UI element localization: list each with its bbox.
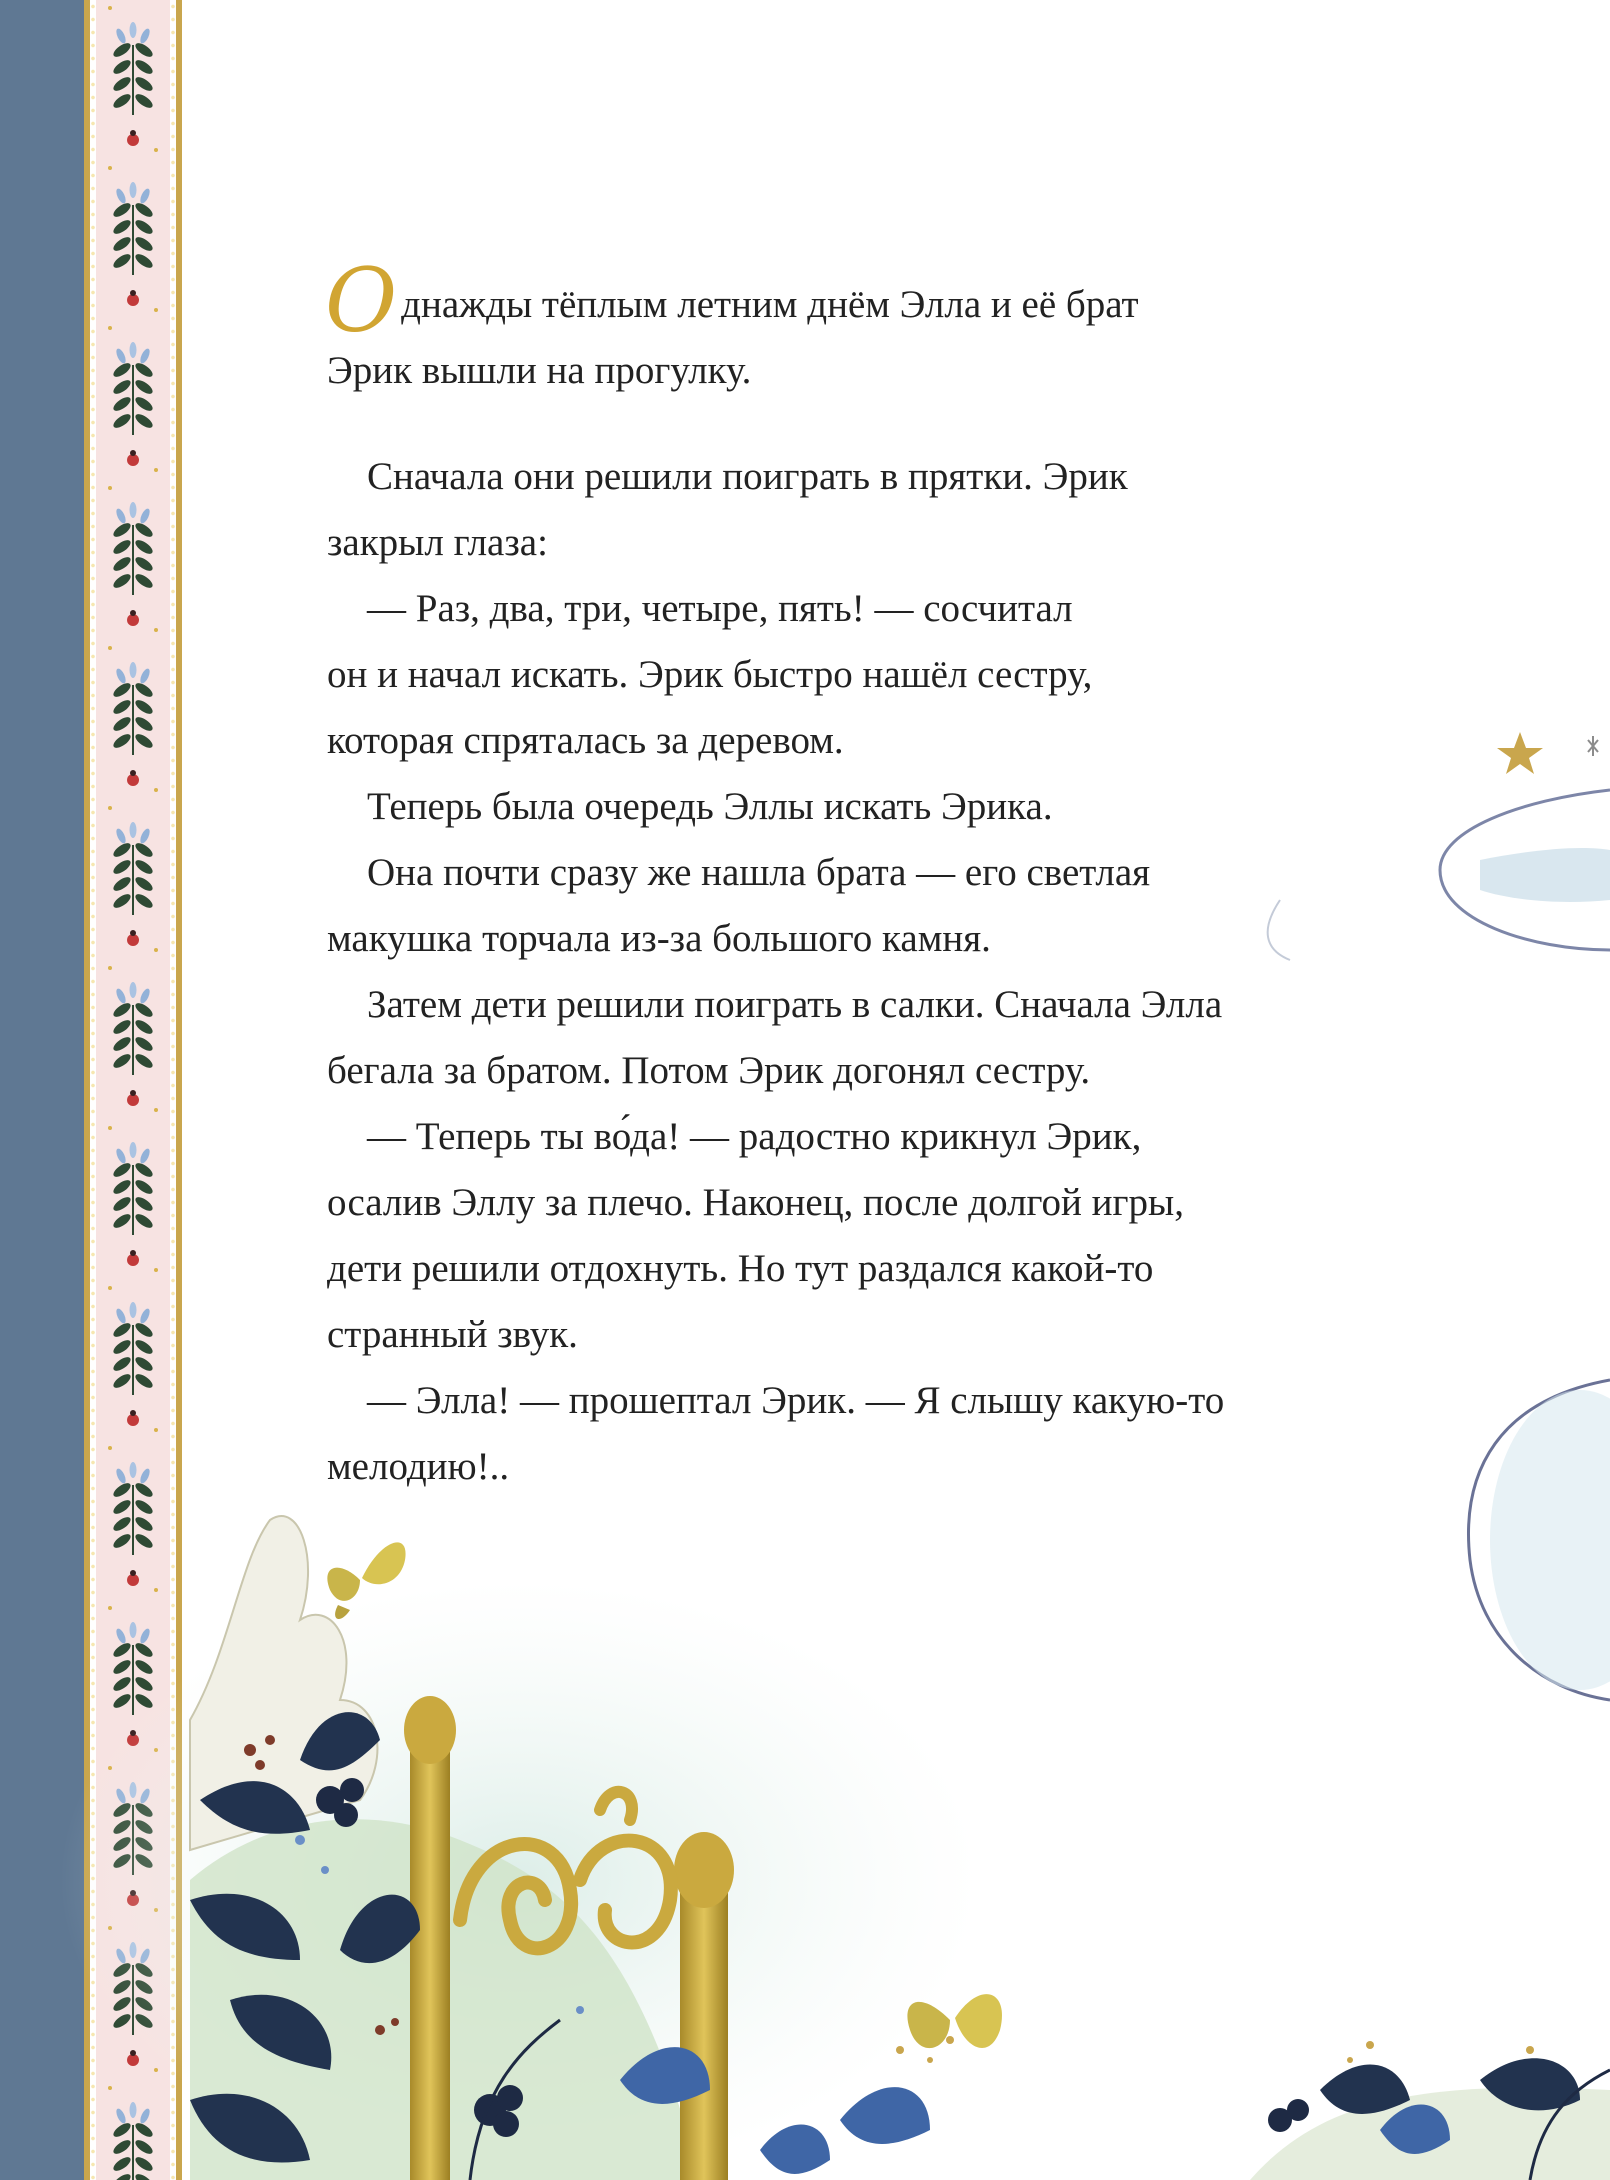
paragraph-2-line-1: Сначала они решили поиграть в прятки. Эрик (367, 455, 1128, 498)
decor-dot (108, 1926, 112, 1930)
decor-dot (108, 1446, 112, 1450)
ladybug-icon (127, 1570, 139, 1586)
drop-cap: О (325, 249, 398, 352)
paragraph-3-line-2: он и начал искать. Эрик быстро нашёл сестру, (327, 653, 1093, 696)
paragraph-8-line-1: — Элла! — прошептал Эрик. — Я слышу какую-то (367, 1379, 1225, 1422)
flower-sprig-icon (111, 982, 155, 1075)
ladybug-icon (127, 450, 139, 466)
paragraph-5-line-1: Она почти сразу же нашла брата — его светлая (367, 851, 1151, 894)
flower-sprig-icon (111, 1622, 155, 1715)
flower-sprig-icon (111, 1302, 155, 1395)
paragraph-7-line-4: странный звук. (327, 1313, 578, 1356)
ladybug-icon (127, 290, 139, 306)
gold-border-line-right (176, 0, 182, 2180)
ladybug-icon (127, 1890, 139, 1906)
decor-dot (108, 1286, 112, 1290)
paragraph-4-line-1: Теперь была очередь Эллы искать Эрика. (367, 785, 1053, 828)
decor-dot (154, 468, 158, 472)
decor-dot (108, 1126, 112, 1130)
paragraph-7-line-1: — Теперь ты во́да! — радостно крикнул Эрик, (367, 1115, 1142, 1158)
flower-sprig-icon (111, 1942, 155, 2035)
butterfly-icon (327, 1542, 405, 1619)
decor-dot (154, 2068, 158, 2072)
decor-dot (154, 148, 158, 152)
decor-dot (154, 788, 158, 792)
ladybug-icon (127, 130, 139, 146)
floral-border-strip (96, 0, 170, 2180)
paragraph-8-line-2: мелодию!.. (327, 1445, 510, 1488)
paragraph-2-line-2: закрыл глаза: (327, 521, 548, 564)
flower-sprig-icon (111, 22, 155, 115)
flower-sprig-icon (111, 342, 155, 435)
ladybug-icon (127, 930, 139, 946)
flower-sprig-icon (111, 502, 155, 595)
paragraph-3-line-3: которая спряталась за деревом. (327, 719, 844, 762)
paragraph-7-line-2: осалив Эллу за плечо. Наконец, после долгой игры, (327, 1181, 1184, 1224)
ladybug-icon (127, 1410, 139, 1426)
decor-dot (108, 966, 112, 970)
decor-dot (108, 1766, 112, 1770)
decor-dot (108, 1606, 112, 1610)
ladybug-icon (127, 2050, 139, 2066)
decor-dot (108, 806, 112, 810)
paragraph-6-line-1: Затем дети решили поиграть в салки. Сначала Элла (367, 983, 1223, 1026)
decor-dot (108, 646, 112, 650)
decor-dot (108, 486, 112, 490)
decor-dot (108, 2086, 112, 2090)
star-icon (1497, 732, 1598, 774)
butterfly-icon (907, 1994, 1002, 2048)
ladybug-icon (127, 1090, 139, 1106)
decor-dot (108, 326, 112, 330)
decor-dot (154, 1908, 158, 1912)
ladybug-icon (127, 1730, 139, 1746)
paragraph-6-line-2: бегала за братом. Потом Эрик догонял сестру. (327, 1049, 1091, 1092)
ladybug-icon (127, 770, 139, 786)
flower-sprig-icon (111, 2102, 155, 2180)
decor-dot (154, 948, 158, 952)
paragraph-3-line-1: — Раз, два, три, четыре, пять! — сосчитал (367, 587, 1073, 630)
decor-dot (154, 1268, 158, 1272)
decor-dot (154, 308, 158, 312)
paragraph-1-line-1: Однажды тёплым летним днём Элла и её брат (325, 249, 1139, 352)
flower-sprig-icon (111, 822, 155, 915)
decor-dot (154, 1108, 158, 1112)
decor-dot (154, 1748, 158, 1752)
paragraph-7-line-3: дети решили отдохнуть. Но тут раздался какой-то (327, 1247, 1154, 1290)
decor-dot (154, 1588, 158, 1592)
decor-dot (108, 6, 112, 10)
page-spine-band (0, 0, 84, 2180)
garden-scene (60, 1516, 1610, 2180)
flower-sprig-icon (111, 1782, 155, 1875)
decor-dot (154, 628, 158, 632)
decor-dot (154, 1428, 158, 1432)
flower-sprig-icon (111, 662, 155, 755)
story-text (325, 249, 1327, 1500)
flower-sprig-icon (111, 182, 155, 275)
flower-sprig-icon (111, 1142, 155, 1235)
paragraph-1-line-2: Эрик вышли на прогулку. (327, 349, 752, 392)
ladybug-icon (127, 610, 139, 626)
flower-sprig-icon (111, 1462, 155, 1555)
decor-dot (108, 166, 112, 170)
golden-gate (404, 1696, 734, 2180)
paragraph-5-line-2: макушка торчала из-за большого камня. (327, 917, 991, 960)
ladybug-icon (127, 1250, 139, 1266)
floral-pattern (96, 0, 170, 2180)
